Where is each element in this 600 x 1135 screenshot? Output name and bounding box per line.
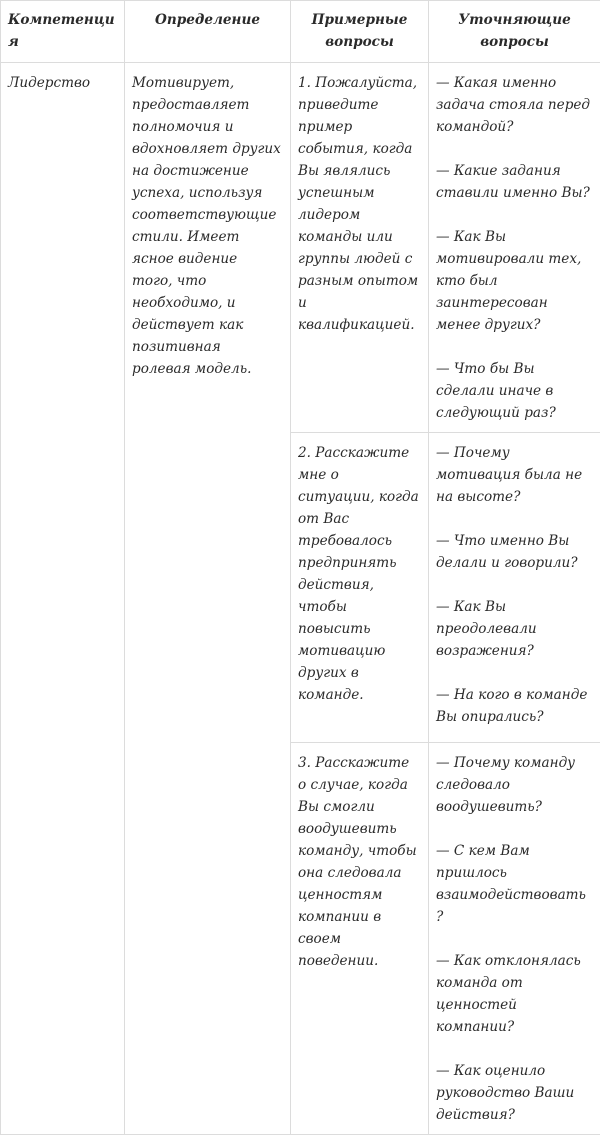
- followup-questions-cell: [429, 433, 600, 743]
- followup-question: — Какая именно задача стояла перед командой?: [436, 72, 593, 138]
- followup-question: — Какие задания ставили именно Вы?: [436, 160, 593, 204]
- example-question: 3. Расскажите о случае, когда Вы смогли воодушевить команду, чтобы она следовала ценностям компании в своем поведении.: [298, 752, 421, 972]
- definition-text: Мотивирует, предоставляет полномочия и вдохновляет других на достижение успеха, используя соответствующие стили. Имеет ясное видение того, что необходимо, и действует как позитивная ролевая модель.: [132, 72, 283, 380]
- followup-question: — Как Вы мотивировали тех, кто был заинтересован менее других?: [436, 226, 593, 336]
- followup-question: — Что именно Вы делали и говорили?: [436, 530, 593, 574]
- example-question-cell: [291, 743, 429, 1135]
- header-definition: Определение: [125, 1, 291, 63]
- competency-cell: [1, 63, 125, 1135]
- example-question: 1. Пожалуйста, приведите пример события, когда Вы являлись успешным лидером команды или группы людей с разным опытом и квалификацией.: [298, 72, 421, 336]
- header-competency: Компетенция: [1, 1, 125, 63]
- followup-question: — На кого в команде Вы опирались?: [436, 684, 593, 728]
- followup-questions-cell: [429, 63, 600, 433]
- followup-question: — С кем Вам пришлось взаимодействовать?: [436, 840, 593, 928]
- followup-question: — Как Вы преодолевали возражения?: [436, 596, 593, 662]
- table-row: [1, 63, 600, 433]
- followup-question: — Почему команду следовало воодушевить?: [436, 752, 593, 818]
- followup-question: — Как отклонялась команда от ценностей компании?: [436, 950, 593, 1038]
- example-question: 2. Расскажите мне о ситуации, когда от Вас требовалось предпринять действия, чтобы повысить мотивацию других в команде.: [298, 442, 421, 706]
- header-followup-questions: Уточняющие вопросы: [429, 1, 600, 63]
- example-question-cell: [291, 63, 429, 433]
- definition-cell: [125, 63, 291, 1135]
- followup-question: — Что бы Вы сделали иначе в следующий раз?: [436, 358, 593, 424]
- followup-questions-cell: [429, 743, 600, 1135]
- followup-question: — Как оценило руководство Ваши действия?: [436, 1060, 593, 1126]
- followup-question: — Почему мотивация была не на высоте?: [436, 442, 593, 508]
- example-question-cell: [291, 433, 429, 743]
- header-row: [1, 1, 600, 63]
- header-example-questions: Примерные вопросы: [291, 1, 429, 63]
- competency-name: Лидерство: [8, 75, 90, 91]
